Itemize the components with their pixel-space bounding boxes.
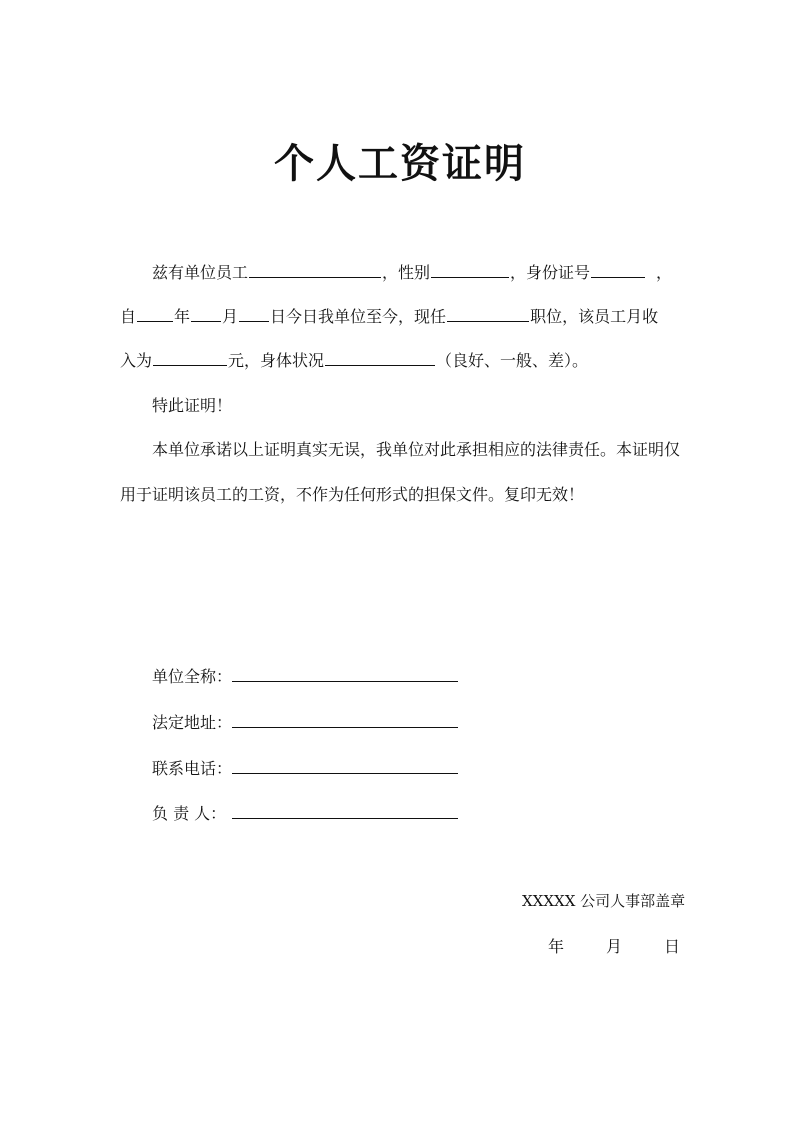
signature-date [548,934,680,957]
field-company-name [152,664,458,687]
text-segment: 入为 [120,351,153,370]
text-segment: ，性别 [382,263,431,282]
phone-blank[interactable] [232,759,458,774]
text-segment: ，身份证号 [510,263,591,282]
date-day: 日 [664,937,681,956]
paragraph-line-6: 用于证明该员工的工资，不作为任何形式的担保文件。复印无效！ [120,485,585,504]
salary-blank[interactable] [153,351,227,366]
text-segment: 职位，该员工月收 [530,307,659,326]
paragraph-line-1 [152,260,672,283]
responsible-person-blank[interactable] [232,804,458,819]
gender-blank[interactable] [431,263,509,278]
text-segment: 自 [120,307,137,326]
paragraph-line-2 [120,304,658,327]
field-label: 联系电话： [152,759,233,778]
text-segment: 日今日我单位至今，现任 [270,307,447,326]
document-title: 个人工资证明 [274,140,526,187]
field-label: 单位全称： [152,667,233,686]
field-label: 法定地址： [152,713,233,732]
id-number-blank[interactable] [591,263,645,278]
company-name-blank[interactable] [232,667,458,682]
text-segment: 月 [222,307,239,326]
text-segment: 兹有单位员工 [152,263,249,282]
paragraph-line-3 [120,348,588,371]
legal-address-blank[interactable] [232,713,458,728]
start-month-blank[interactable] [191,307,221,322]
paragraph-line-5: 本单位承诺以上证明真实无误，我单位对此承担相应的法律责任。本证明仅 [152,440,681,459]
paragraph-line-4: 特此证明！ [152,396,233,415]
text-segment: ， [656,263,673,282]
health-blank[interactable] [325,351,435,366]
date-month: 月 [606,937,623,956]
start-year-blank[interactable] [137,307,173,322]
employee-name-blank[interactable] [249,263,381,278]
field-legal-address [152,710,458,733]
start-day-blank[interactable] [239,307,269,322]
field-label: 负 责 人： [152,804,227,823]
position-blank[interactable] [447,307,529,322]
text-segment: （良好、一般、差）。 [436,351,589,370]
text-segment: 元，身体状况 [228,351,325,370]
field-responsible-person [152,801,458,824]
company-stamp-label: XXXXX 公司人事部盖章 [522,892,686,910]
text-segment: 年 [174,307,191,326]
date-year: 年 [548,937,565,956]
field-phone [152,756,458,779]
